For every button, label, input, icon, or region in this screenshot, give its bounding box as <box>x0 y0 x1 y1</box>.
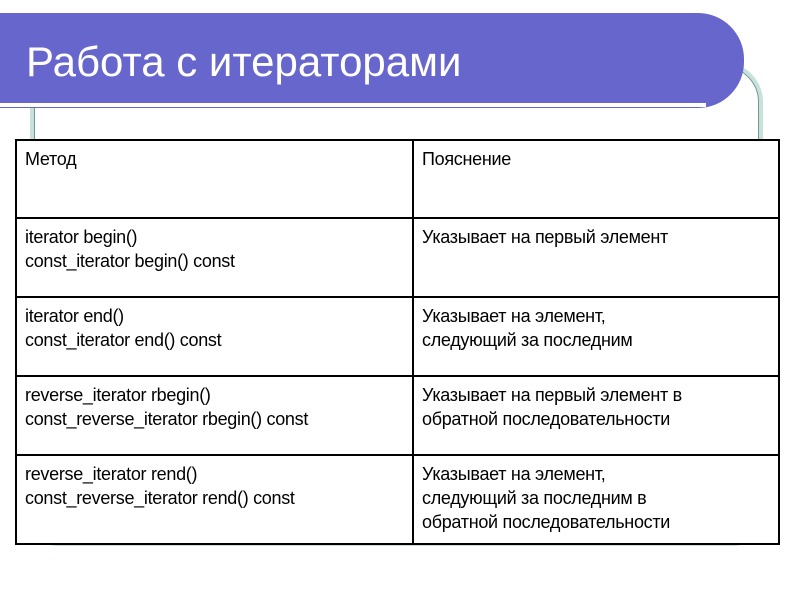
description-cell <box>413 218 779 297</box>
methods-table <box>15 139 780 545</box>
description-line: Указывает на первый элемент в <box>422 385 682 405</box>
method-line: const_iterator end() const <box>25 330 222 350</box>
description-cell <box>413 455 779 544</box>
header-cell-method: Метод <box>16 140 413 218</box>
page-title: Работа с итераторами <box>26 38 462 85</box>
description-line: обратной последовательности <box>422 409 671 429</box>
method-cell <box>16 376 413 455</box>
description-line: следующий за последним <box>422 330 633 350</box>
description-cell <box>413 376 779 455</box>
method-cell <box>16 218 413 297</box>
header-cell-description: Пояснение <box>413 140 779 218</box>
method-cell <box>16 297 413 376</box>
table-row <box>16 297 779 376</box>
method-line: const_reverse_iterator rend() const <box>25 488 295 508</box>
method-line: const_iterator begin() const <box>25 251 235 271</box>
description-cell <box>413 297 779 376</box>
method-line: reverse_iterator rend() <box>25 464 198 484</box>
description-line: Указывает на первый элемент <box>422 227 668 247</box>
table-row <box>16 376 779 455</box>
table-row <box>16 218 779 297</box>
description-line: обратной последовательности <box>422 512 671 532</box>
title-underline <box>0 103 706 107</box>
method-line: const_reverse_iterator rbegin() const <box>25 409 309 429</box>
method-line: iterator begin() <box>25 227 138 247</box>
table-row <box>16 455 779 544</box>
description-line: следующий за последним в <box>422 488 647 508</box>
method-line: reverse_iterator rbegin() <box>25 385 211 405</box>
description-line: Указывает на элемент, <box>422 306 606 326</box>
description-line: Указывает на элемент, <box>422 464 606 484</box>
method-cell <box>16 455 413 544</box>
table-header-row <box>16 140 779 218</box>
method-line: iterator end() <box>25 306 124 326</box>
